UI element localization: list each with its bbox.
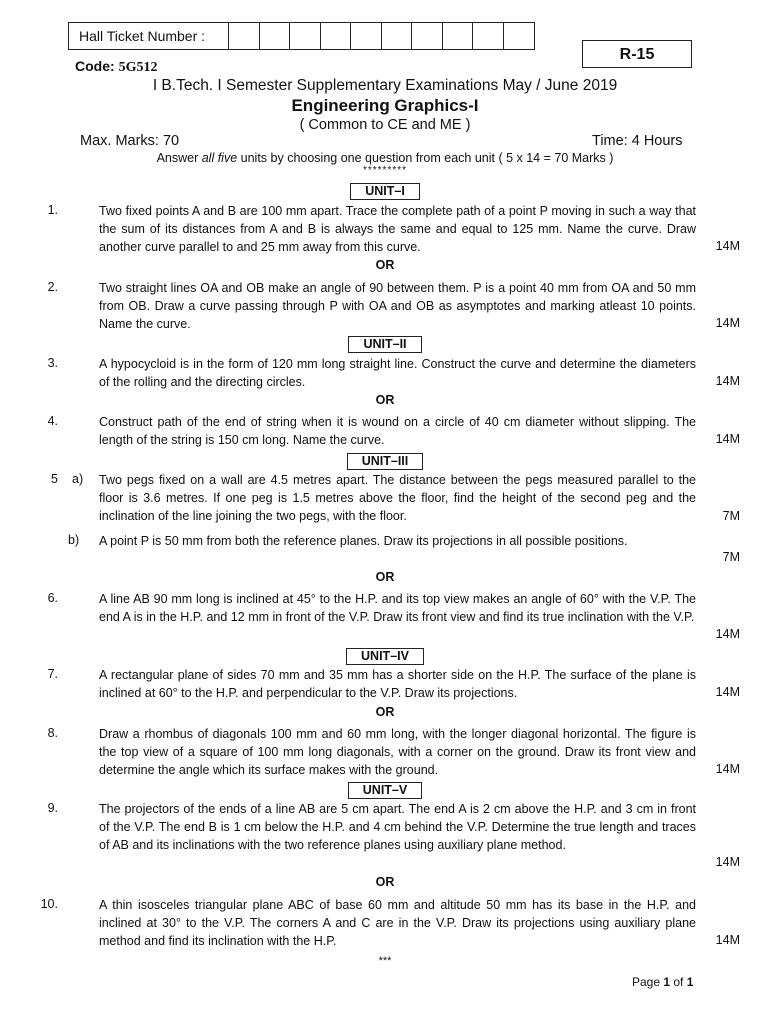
unit-heading (0, 647, 770, 665)
question-sub-label: b) (68, 533, 80, 547)
question-number: 1. (47, 203, 58, 217)
or-separator: OR (375, 258, 395, 272)
question-number: 2. (47, 280, 58, 294)
common-to: ( Common to CE and ME ) (299, 117, 471, 133)
page-total: 1 (686, 975, 694, 989)
exam-title: I B.Tech. I Semester Supplementary Examinations May / June 2019 (152, 77, 618, 94)
question-marks: 14M (715, 933, 740, 947)
question-text: The projectors of the ends of a line AB are 5 cm apart. The end A is 2 cm above the H.P. and 3 cm in front of the V.P. The end B is 1 cm below the H.P. and 4 cm behind the V.P. Determine the true length and traces of AB and its inclinations with the two reference planes using auxiliary plane method. (99, 802, 696, 852)
subject-title: Engineering Graphics-I (291, 96, 479, 115)
hall-ticket-cell (382, 23, 413, 49)
or-separator: OR (375, 705, 395, 719)
question-number: 4. (47, 414, 58, 428)
hall-ticket-cell (473, 23, 504, 49)
unit-label: UNIT–IV (346, 648, 424, 665)
question-marks: 7M (722, 550, 740, 564)
unit-label: UNIT–III (347, 453, 424, 470)
question-sub-label: a) (72, 472, 84, 486)
question-text: A rectangular plane of sides 70 mm and 35 mm has a shorter side on the H.P. The surface of the plane is inclined at 60° to the H.P. and perpendicular to the V.P. Draw its projections. (99, 668, 696, 700)
question-marks: 14M (715, 239, 740, 253)
question-marks: 14M (715, 685, 740, 699)
or-separator: OR (375, 393, 395, 407)
question-number: 3. (47, 356, 58, 370)
question-number: 9. (47, 801, 58, 815)
question-marks: 14M (715, 374, 740, 388)
unit-heading (0, 781, 770, 799)
exam-time: Time: 4 Hours (592, 133, 683, 149)
instruction-text: units by choosing one question from each unit ( 5 x 14 = 70 Marks ) (237, 151, 614, 165)
question-number: 10. (40, 897, 58, 911)
hall-ticket-cell (290, 23, 321, 49)
question-marks: 14M (715, 855, 740, 869)
unit-label: UNIT–I (350, 183, 420, 200)
unit-label: UNIT–II (348, 336, 421, 353)
unit-heading (0, 335, 770, 353)
page-current: 1 (663, 975, 671, 989)
instruction-text: Answer (156, 151, 202, 165)
hall-ticket-cell (412, 23, 443, 49)
hall-ticket-cell (260, 23, 291, 49)
page-of: of (670, 975, 687, 989)
question-number: 5 (51, 472, 58, 486)
question-text: Two straight lines OA and OB make an angle of 90 between them. P is a point 40 mm from OA and 50 mm from OB. Draw a curve passing through P with OA and OB as asymptotes and marking atleast 10 points. Name the curve. (99, 281, 696, 331)
hall-ticket-cell (229, 23, 260, 49)
hall-ticket-label: Hall Ticket Number : (69, 23, 229, 49)
question-marks: 14M (715, 627, 740, 641)
or-separator: OR (375, 570, 395, 584)
max-marks: Max. Marks: 70 (80, 133, 180, 149)
code-label: Code: (75, 58, 115, 74)
hall-ticket-cell (321, 23, 352, 49)
page-number (632, 975, 693, 989)
question-text: Two fixed points A and B are 100 mm apart. Trace the complete path of a point P moving in such a way that the sum of its distances from A and B is always the same and equal to 125 mm. Name the curve. Draw another curve parallel to and 25 mm away from this curve. (99, 204, 696, 254)
unit-label: UNIT–V (348, 782, 422, 799)
paper-code (75, 58, 157, 76)
question-text: A point P is 50 mm from both the reference planes. Draw its projections in all possible positions. (99, 534, 628, 548)
unit-heading (0, 452, 770, 470)
hall-ticket-box (68, 22, 535, 50)
code-value: 5G512 (118, 60, 158, 75)
question-text: Two pegs fixed on a wall are 4.5 metres apart. The distance between the pegs measured parallel to the floor is 3.6 metres. If one peg is 1.5 metres above the floor, find the height of the second peg and the inclination of the line joining the two pegs, with the floor. (99, 473, 696, 523)
separator-stars: ********* (362, 165, 408, 176)
instruction-emphasis: all five (201, 151, 238, 165)
question-marks: 14M (715, 432, 740, 446)
end-stars: *** (378, 955, 392, 967)
hall-ticket-cell (443, 23, 474, 49)
question-marks: 14M (715, 762, 740, 776)
question-marks: 7M (722, 509, 740, 523)
page-prefix: Page (632, 975, 664, 989)
question-number: 7. (47, 667, 58, 681)
hall-ticket-cell (351, 23, 382, 49)
question-text: A thin isosceles triangular plane ABC of base 60 mm and altitude 50 mm has its base in the H.P. and inclined at 30° to the V.P. The corners A and C are in the V.P. Draw its projections using auxiliary plane method and find its inclination with the H.P. (99, 898, 696, 948)
regulation-box: R-15 (582, 40, 692, 68)
or-separator: OR (375, 875, 395, 889)
unit-heading (0, 182, 770, 200)
question-text: A hypocycloid is in the form of 120 mm long straight line. Construct the curve and determine the diameters of the rolling and the directing circles. (99, 357, 696, 389)
hall-ticket-cell (504, 23, 535, 49)
instructions (0, 151, 770, 165)
question-number: 8. (47, 726, 58, 740)
question-number: 6. (47, 591, 58, 605)
question-text: Construct path of the end of string when it is wound on a circle of 40 cm diameter without slipping. The length of the string is 150 cm long. Name the curve. (99, 415, 696, 447)
question-text: A line AB 90 mm long is inclined at 45° to the H.P. and its top view makes an angle of 60° with the V.P. The end A is in the H.P. and 12 mm in front of the V.P. Draw its front view and find its true inclination with the V.P. (99, 592, 696, 624)
question-text: Draw a rhombus of diagonals 100 mm and 60 mm long, with the longer diagonal horizontal. The figure is the top view of a square of 100 mm long diagonals, with a corner on the ground. Draw its front view and determine the angle which its surface makes with the ground. (99, 727, 696, 777)
question-marks: 14M (715, 316, 740, 330)
